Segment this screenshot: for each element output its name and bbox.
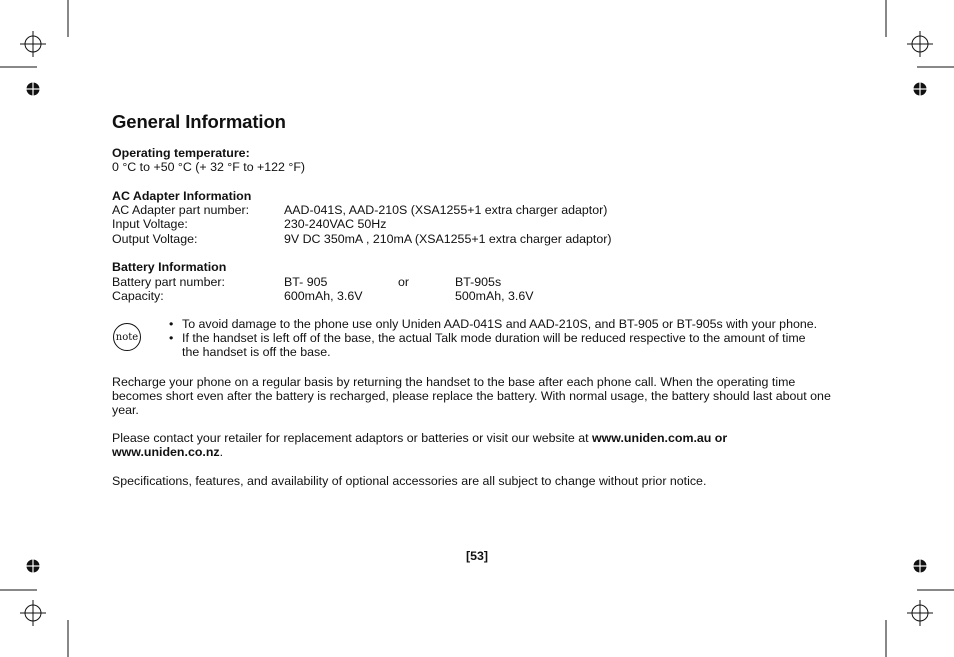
note-bullet-2: • [169, 331, 174, 345]
capacity-value-a: 600mAh, 3.6V [284, 289, 363, 303]
battery-part-label: Battery part number: [112, 275, 225, 289]
note-item-2: If the handset is left off of the base, the actual Talk mode duration will be reduced respective to the amount of time [182, 331, 806, 345]
contact-text: Please contact your retailer for replacement adaptors or batteries or visit our website at [112, 431, 593, 445]
battery-heading: Battery Information [112, 260, 227, 274]
note-icon-label: note [115, 331, 139, 343]
page-title: General Information [112, 111, 286, 132]
adapter-part-label: AC Adapter part number: [112, 203, 250, 217]
battery-part-or: or [398, 275, 410, 289]
input-voltage-value: 230-240VAC 50Hz [284, 217, 387, 231]
page-number: [53] [465, 549, 489, 563]
operating-temperature-value: 0 °C to +50 °C (+ 32 °F to +122 °F) [112, 160, 306, 174]
specifications-paragraph: Specifications, features, and availability of optional accessories are all subject to change without prior notice. [112, 474, 707, 488]
contact-end: . [219, 445, 224, 460]
input-voltage-label: Input Voltage: [112, 217, 188, 231]
operating-temperature-heading: Operating temperature: [112, 146, 250, 160]
website-link-nz[interactable]: www.uniden.co.nz [112, 445, 220, 460]
battery-part-value-b: BT-905s [455, 275, 502, 289]
output-voltage-label: Output Voltage: [112, 232, 198, 246]
contact-paragraph [112, 431, 832, 459]
recharge-paragraph: Recharge your phone on a regular basis by returning the handset to the base after each phone call. When the operating time becomes short even after the battery is recharged, please replace the battery. With normal usage, the battery should last about one year. [112, 375, 831, 418]
capacity-label: Capacity: [112, 289, 164, 303]
capacity-value-b: 500mAh, 3.6V [455, 289, 534, 303]
note-item-1: To avoid damage to the phone use only Uniden AAD-041S and AAD-210S, and BT-905 or BT-905s with your phone. [182, 317, 818, 331]
adapter-part-value: AAD-041S, AAD-210S (XSA1255+1 extra charger adaptor) [284, 203, 608, 217]
note-icon [113, 323, 141, 351]
output-voltage-value: 9V DC 350mA , 210mA (XSA1255+1 extra charger adaptor) [284, 232, 612, 246]
note-bullet-1: • [169, 317, 174, 331]
website-link-au[interactable]: www.uniden.com.au or [592, 431, 728, 445]
ac-adapter-heading: AC Adapter Information [112, 189, 252, 203]
battery-part-value-a: BT- 905 [284, 275, 328, 289]
note-item-2-continued: the handset is off the base. [182, 345, 331, 359]
